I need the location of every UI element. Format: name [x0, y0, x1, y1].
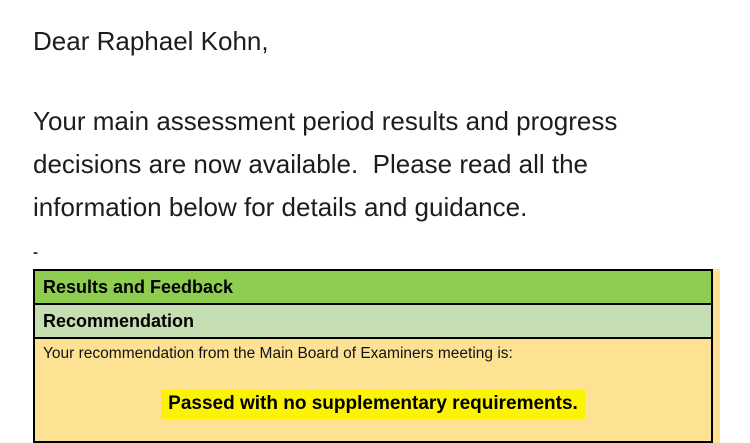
- recommendation-cell: [35, 339, 711, 441]
- recommendation-result-line: [35, 390, 711, 419]
- results-table-inner: [33, 269, 713, 443]
- greeting-text: Dear Raphael Kohn,: [33, 26, 269, 56]
- recommendation-intro-text: Your recommendation from the Main Board of Examiners meeting is:: [43, 345, 513, 362]
- separator-dash: -: [33, 244, 38, 261]
- results-table: [33, 269, 720, 443]
- recommendation-result-highlight: Passed with no supplementary requirements.: [161, 390, 585, 419]
- table-subheader-recommendation: Recommendation: [35, 305, 711, 339]
- paragraph-line: information below for details and guidance.: [33, 192, 528, 222]
- table-header-results-and-feedback: Results and Feedback: [35, 271, 711, 305]
- intro-paragraph: [33, 100, 617, 229]
- paragraph-line: Your main assessment period results and progress: [33, 106, 618, 136]
- paragraph-line: decisions are now available. Please read all the: [33, 149, 589, 179]
